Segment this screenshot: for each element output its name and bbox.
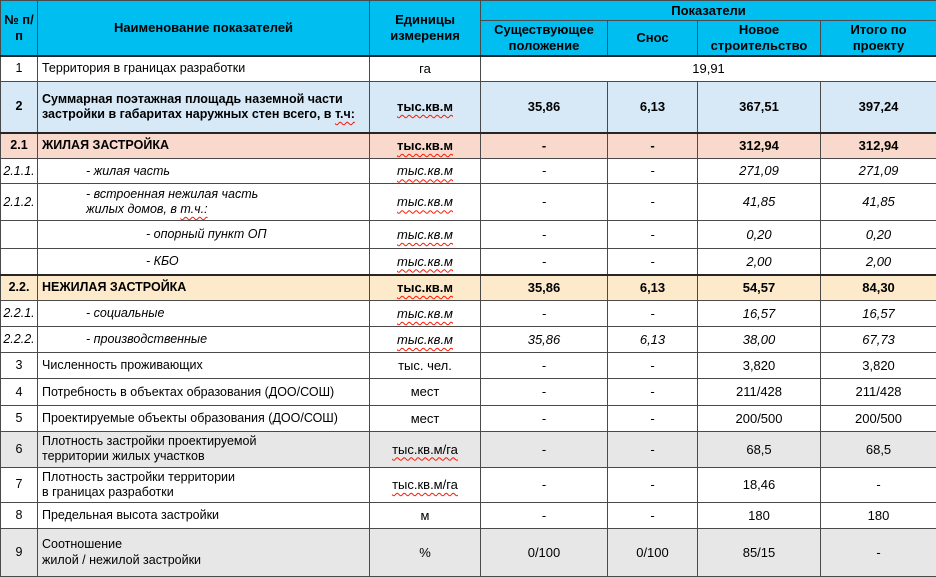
indicator-name-cell: ЖИЛАЯ ЗАСТРОЙКА	[38, 133, 370, 159]
unit-text: мест	[411, 411, 440, 426]
indicator-name-cell: Плотность застройки проектируемой территории жилых участков	[38, 432, 370, 468]
value-cell: 200/500	[821, 406, 936, 432]
unit-text: м	[421, 508, 430, 523]
value-cell: -	[481, 353, 608, 379]
value-cell: 180	[821, 503, 936, 529]
indicator-name-cell: - КБО	[38, 249, 370, 275]
row-number-cell: 8	[1, 503, 38, 529]
value-cell: 67,73	[821, 327, 936, 353]
table-row	[1, 432, 936, 468]
row-number-cell: 2.1	[1, 133, 38, 159]
row-number-cell: 2.2.2.	[1, 327, 38, 353]
indicator-name-cell: Потребность в объектах образования (ДОО/СОШ)	[38, 379, 370, 406]
unit-text: тыс.кв.м	[397, 332, 453, 347]
unit-cell	[370, 56, 481, 82]
row-number-cell: 6	[1, 432, 38, 468]
value-cell: -	[481, 249, 608, 275]
merged-value-cell: 19,91	[481, 56, 936, 82]
table-row	[1, 301, 936, 327]
indicator-name-cell: Проектируемые объекты образования (ДОО/СОШ)	[38, 406, 370, 432]
value-cell: 211/428	[821, 379, 936, 406]
value-cell: 312,94	[698, 133, 821, 159]
value-cell: 6,13	[608, 275, 698, 301]
row-number-cell: 2.1.2.	[1, 184, 38, 221]
table-row	[1, 406, 936, 432]
unit-cell	[370, 327, 481, 353]
col-header-new-construction: Новое строительство	[698, 21, 821, 56]
value-cell: 85/15	[698, 529, 821, 577]
unit-text: тыс.кв.м	[397, 254, 453, 269]
unit-cell	[370, 82, 481, 133]
value-cell: -	[608, 249, 698, 275]
row-number-cell: 2.2.	[1, 275, 38, 301]
unit-text: тыс.кв.м	[397, 306, 453, 321]
col-header-demolition: Снос	[608, 21, 698, 56]
value-cell: -	[481, 406, 608, 432]
value-cell: 180	[698, 503, 821, 529]
table-row	[1, 353, 936, 379]
value-cell: -	[608, 353, 698, 379]
value-cell: 0/100	[608, 529, 698, 577]
unit-text: тыс.кв.м	[397, 99, 453, 114]
value-cell: 312,94	[821, 133, 936, 159]
value-cell: 200/500	[698, 406, 821, 432]
unit-cell	[370, 275, 481, 301]
misspelled-text: т.ч.:	[180, 202, 207, 216]
value-cell: 0,20	[698, 221, 821, 249]
value-cell: -	[481, 184, 608, 221]
indicator-name-cell: - встроенная нежилая часть жилых домов, в т.ч.:	[38, 184, 370, 221]
value-cell: 3,820	[698, 353, 821, 379]
indicator-name-cell: Плотность застройки территории в границах разработки	[38, 467, 370, 503]
row-number-cell	[1, 221, 38, 249]
unit-cell	[370, 249, 481, 275]
unit-text: тыс.кв.м/га	[392, 477, 458, 492]
col-header-units: Единицы измерения	[370, 1, 481, 56]
unit-text: тыс.кв.м	[397, 194, 453, 209]
row-number-cell: 3	[1, 353, 38, 379]
row-number-cell: 7	[1, 467, 38, 503]
value-cell: -	[608, 503, 698, 529]
value-cell: 16,57	[698, 301, 821, 327]
table-row	[1, 467, 936, 503]
row-number-cell: 2.2.1.	[1, 301, 38, 327]
indicator-name-cell: - производственные	[38, 327, 370, 353]
unit-text: %	[419, 545, 431, 560]
value-cell: -	[481, 503, 608, 529]
col-header-existing: Существующее положение	[481, 21, 608, 56]
unit-cell	[370, 353, 481, 379]
table-row	[1, 327, 936, 353]
indicator-name-cell: Численность проживающих	[38, 353, 370, 379]
row-number-cell: 9	[1, 529, 38, 577]
unit-text: тыс.кв.м	[397, 138, 453, 153]
row-number-cell	[1, 249, 38, 275]
indicator-name-cell: - жилая часть	[38, 159, 370, 184]
unit-text: тыс.кв.м	[397, 280, 453, 295]
indicator-name-cell: Территория в границах разработки	[38, 56, 370, 82]
value-cell: -	[481, 159, 608, 184]
table-row	[1, 275, 936, 301]
unit-cell	[370, 159, 481, 184]
value-cell: 84,30	[821, 275, 936, 301]
value-cell: 16,57	[821, 301, 936, 327]
value-cell: 6,13	[608, 82, 698, 133]
value-cell: -	[608, 159, 698, 184]
value-cell: -	[821, 467, 936, 503]
value-cell: -	[481, 379, 608, 406]
table-row	[1, 221, 936, 249]
indicator-name-cell: Предельная высота застройки	[38, 503, 370, 529]
table-row	[1, 133, 936, 159]
value-cell: 2,00	[821, 249, 936, 275]
value-cell: -	[481, 301, 608, 327]
unit-text: тыс. чел.	[398, 358, 452, 373]
unit-cell	[370, 379, 481, 406]
row-number-cell: 4	[1, 379, 38, 406]
unit-cell	[370, 221, 481, 249]
value-cell: 41,85	[698, 184, 821, 221]
row-number-cell: 2.1.1.	[1, 159, 38, 184]
value-cell: -	[481, 133, 608, 159]
unit-cell	[370, 301, 481, 327]
col-header-indicators-group: Показатели	[481, 1, 936, 21]
table-row	[1, 529, 936, 577]
value-cell: -	[481, 467, 608, 503]
unit-cell	[370, 184, 481, 221]
row-number-cell: 1	[1, 56, 38, 82]
unit-cell	[370, 406, 481, 432]
unit-cell	[370, 467, 481, 503]
value-cell: -	[821, 529, 936, 577]
value-cell: -	[608, 379, 698, 406]
misspelled-text: т.ч:	[335, 107, 355, 121]
col-header-num: № п/п	[1, 1, 38, 56]
value-cell: 35,86	[481, 327, 608, 353]
unit-cell	[370, 133, 481, 159]
col-header-project-total: Итого по проекту	[821, 21, 936, 56]
unit-text: га	[419, 61, 431, 76]
table-row	[1, 159, 936, 184]
value-cell: 18,46	[698, 467, 821, 503]
value-cell: 41,85	[821, 184, 936, 221]
table-body	[1, 56, 936, 577]
value-cell: 271,09	[821, 159, 936, 184]
value-cell: -	[608, 467, 698, 503]
value-cell: -	[481, 432, 608, 468]
table-row	[1, 184, 936, 221]
row-number-cell: 5	[1, 406, 38, 432]
unit-text: тыс.кв.м	[397, 163, 453, 178]
indicator-name-cell: Суммарная поэтажная площадь наземной части застройки в габаритах наружных стен всего, в т.ч:	[38, 82, 370, 133]
row-number-cell: 2	[1, 82, 38, 133]
table-row	[1, 82, 936, 133]
indicator-name-cell: НЕЖИЛАЯ ЗАСТРОЙКА	[38, 275, 370, 301]
indicator-name-cell: Соотношение жилой / нежилой застройки	[38, 529, 370, 577]
value-cell: 397,24	[821, 82, 936, 133]
value-cell: -	[608, 432, 698, 468]
table-header	[1, 1, 936, 56]
value-cell: 35,86	[481, 275, 608, 301]
value-cell: -	[481, 221, 608, 249]
value-cell: 271,09	[698, 159, 821, 184]
unit-cell	[370, 432, 481, 468]
value-cell: -	[608, 133, 698, 159]
table-row	[1, 56, 936, 82]
value-cell: 38,00	[698, 327, 821, 353]
value-cell: -	[608, 221, 698, 249]
value-cell: 54,57	[698, 275, 821, 301]
table-row	[1, 249, 936, 275]
value-cell: 68,5	[821, 432, 936, 468]
table-row	[1, 379, 936, 406]
value-cell: -	[608, 406, 698, 432]
value-cell: 367,51	[698, 82, 821, 133]
value-cell: 6,13	[608, 327, 698, 353]
table-row	[1, 503, 936, 529]
unit-cell	[370, 529, 481, 577]
col-header-name: Наименование показателей	[38, 1, 370, 56]
unit-text: тыс.кв.м	[397, 227, 453, 242]
unit-cell	[370, 503, 481, 529]
value-cell: 68,5	[698, 432, 821, 468]
value-cell: -	[608, 301, 698, 327]
indicator-name-cell: - опорный пункт ОП	[38, 221, 370, 249]
value-cell: 35,86	[481, 82, 608, 133]
value-cell: 0/100	[481, 529, 608, 577]
indicator-name-cell: - социальные	[38, 301, 370, 327]
unit-text: тыс.кв.м/га	[392, 442, 458, 457]
unit-text: мест	[411, 384, 440, 399]
value-cell: 3,820	[821, 353, 936, 379]
value-cell: -	[608, 184, 698, 221]
value-cell: 211/428	[698, 379, 821, 406]
value-cell: 0,20	[821, 221, 936, 249]
value-cell: 2,00	[698, 249, 821, 275]
